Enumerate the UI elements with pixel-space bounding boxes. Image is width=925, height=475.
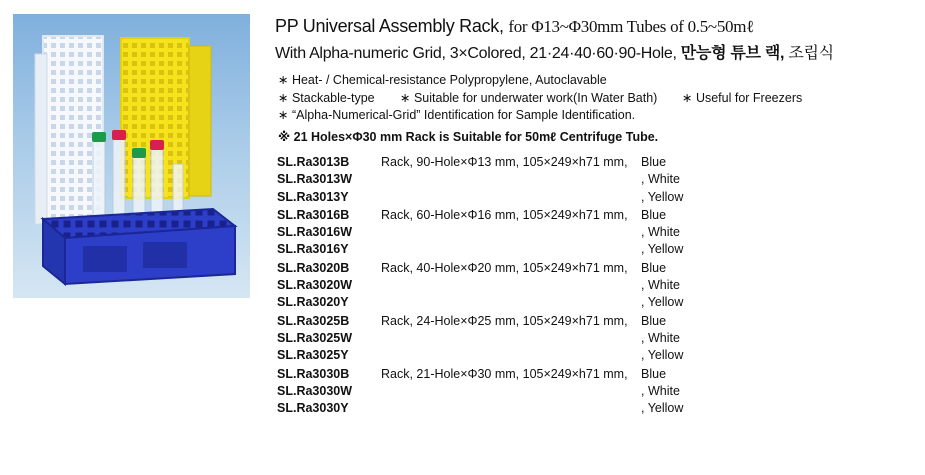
product-description: Rack, 24-Hole×Φ25 mm, 105×249×h71 mm, — [381, 313, 628, 328]
product-color: Blue — [641, 155, 667, 169]
subtitle-text: With Alpha-numeric Grid, 3×Colored, 21·24·40·60·90-Hole, — [275, 45, 677, 62]
product-color: Blue — [641, 260, 667, 275]
product-code: SL.Ra3020W — [277, 278, 353, 293]
product-code: SL.Ra3013W — [277, 172, 353, 187]
product-subtitle — [275, 40, 834, 63]
product-description: Rack, 90-Hole×Φ13 mm, 105×249×h71 mm, — [381, 155, 628, 169]
product-code: SL.Ra3025W — [277, 330, 353, 345]
subtitle-korean: 만능형 튜브 랙, — [680, 45, 785, 62]
product-color: , Yellow — [641, 348, 684, 363]
product-color: , White — [641, 330, 680, 345]
feature-item: ∗ Useful for Freezers — [682, 90, 803, 105]
feature-item: ∗ Suitable for underwater work(In Water Bath) — [400, 90, 658, 105]
product-code: SL.Ra3016W — [277, 225, 353, 240]
subtitle-korean-2: 조립식 — [788, 45, 834, 62]
product-description: Rack, 21-Hole×Φ30 mm, 105×249×h71 mm, — [381, 366, 628, 381]
product-code: SL.Ra3016Y — [277, 242, 349, 257]
product-color: , Yellow — [641, 242, 684, 257]
product-code: SL.Ra3020B — [277, 260, 350, 275]
blue-rack — [43, 209, 235, 284]
rack-illustration — [13, 14, 250, 298]
product-code: SL.Ra3016B — [277, 207, 350, 222]
product-color: , White — [641, 383, 680, 398]
product-photo — [13, 14, 250, 298]
title-subtext: for Φ13~Φ30mm Tubes of 0.5~50mℓ — [508, 17, 754, 36]
feature-item: ∗ “Alpha-Numerical-Grid” Identification for Sample Identification. — [278, 108, 636, 122]
product-code: SL.Ra3020Y — [277, 295, 349, 310]
product-color: , White — [641, 278, 680, 293]
feature-item: ∗ Stackable-type — [278, 90, 375, 105]
product-description: Rack, 60-Hole×Φ16 mm, 105×249×h71 mm, — [381, 207, 628, 222]
product-color: , White — [641, 172, 680, 187]
product-color: Blue — [641, 313, 667, 328]
product-title — [275, 16, 754, 37]
feature-item: ∗ Heat- / Chemical-resistance Polypropylene, Autoclavable — [278, 73, 607, 87]
product-color: , Yellow — [641, 189, 684, 204]
product-color: Blue — [641, 207, 667, 222]
product-color: Blue — [641, 366, 667, 381]
product-code: SL.Ra3013B — [277, 155, 350, 169]
product-code: SL.Ra3030Y — [277, 401, 349, 416]
product-code: SL.Ra3025B — [277, 313, 350, 328]
product-code: SL.Ra3030W — [277, 383, 353, 398]
product-code: SL.Ra3030B — [277, 366, 350, 381]
product-description: Rack, 40-Hole×Φ20 mm, 105×249×h71 mm, — [381, 260, 628, 275]
usage-note: ※ 21 Holes×Φ30 mm Rack is Suitable for 50mℓ Centrifuge Tube. — [278, 130, 659, 144]
product-color: , Yellow — [641, 401, 684, 416]
product-color: , White — [641, 225, 680, 240]
title-main: PP Universal Assembly Rack, — [275, 16, 504, 36]
product-color: , Yellow — [641, 295, 684, 310]
product-code: SL.Ra3025Y — [277, 348, 349, 363]
product-code: SL.Ra3013Y — [277, 189, 349, 204]
